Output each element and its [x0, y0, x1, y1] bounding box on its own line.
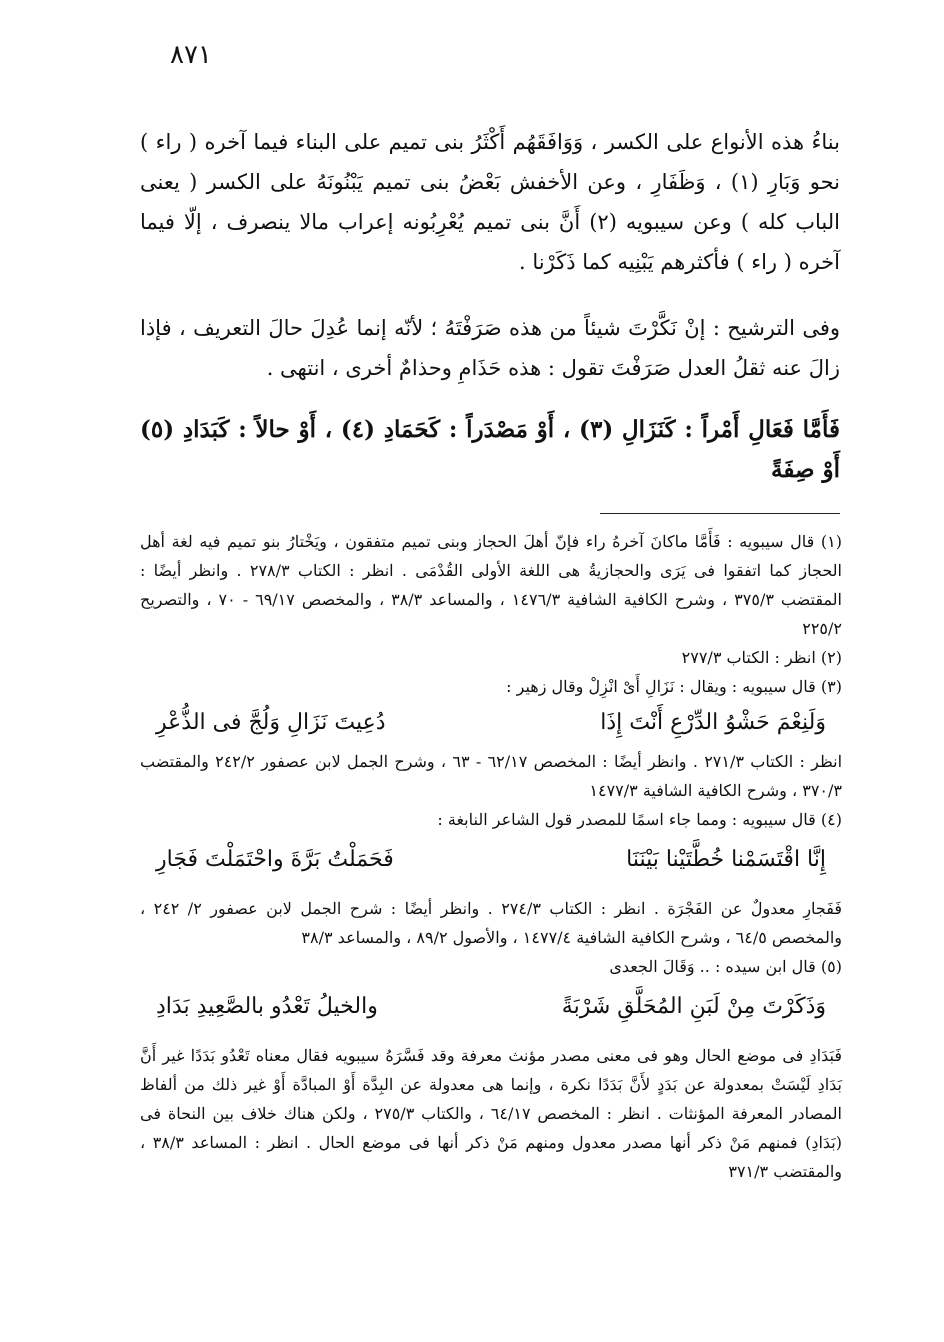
footnote-4-references: فَفَجارِ معدولٌ عن الفَجْرَة . انظر : الكتاب ٢٧٤/٣ . وانظر أيضًا : شرح الجمل لابن عصفور ٢/ ٢٤٢ ، والمخصص ٦٤/٥ ، وشرح الكافية الشافية ١٤٧٧/٤ ، والأصول ٨٩/٢ ، والمساعد ٣٨/٣ [140, 899, 843, 947]
paragraph-2: وفى الترشيح : إنْ نَكَّرْتَ شيئاً من هذه صَرَفْتَهُ ؛ لأنّه إنما عُدِلَ حالَ التعريف ، فإذا زالَ عنه ثقلُ العدل صَرَفْتَ تقول : هذه حَذَامِ وحذامٌ أخرى ، انتهى . [140, 316, 840, 380]
footnote-5-verse [156, 987, 826, 1027]
verse-second-hemistich: دُعِيتَ نَزَالِ وَلُجَّ فى الذُّعْرِ [156, 710, 386, 735]
footnote-4: (٤) قال سيبويه : ومما جاء اسمًا للمصدر قول الشاعر النابغة : [437, 810, 842, 829]
footnote-2: (٢) انظر : الكتاب ٢٧٧/٣ [681, 648, 842, 667]
verse-first-hemistich: وَلَنِعْمَ حَشْوُ الدِّرْعِ أَنْتَ إِذَا [600, 710, 826, 735]
footnote-3-references: انظر : الكتاب ٢٧١/٣ . وانظر أيضًا : المخصص ٦٢/١٧ - ٦٣ ، وشرح الجمل لابن عصفور ٢٤٢/٢ والمقتضب ٣٧٠/٣ ، وشرح الكافية الشافية ١٤٧٧/٣ [140, 752, 843, 800]
footnotes [140, 527, 842, 1186]
footnote-4-verse [156, 840, 826, 880]
page-number: ٨٧١ [170, 40, 212, 70]
footnote-divider [600, 513, 840, 514]
verse-second-hemistich: والخيلُ تَعْدُو بالصَّعِيدِ بَدَادِ [156, 994, 378, 1019]
footnote-5: (٥) قال ابن سيده : .. وَقَالَ الجعدى [609, 957, 842, 976]
paragraph-1: بناءُ هذه الأنواع على الكسر ، وَوَافَقَهُم أَكْثَرُ بنى تميم على البناء فيما آخره ( راء ) نحو وَبَارِ (١) ، وَظَفَارِ ، وعن الأخفش بَعْضُ بنى تميم يَبْنُونَهُ على الكسر ( يعنى الباب كله ) وعن سيبويه (٢) أَنَّ بنى تميم يُعْرِبُونه إعراب مالا ينصرف ، إلّا فيما آخره ( راء ) فأكثرهم يَبْنِيه كما ذَكَرْنا . [140, 130, 840, 274]
footnote-3: (٣) قال سيبويه : ويقال : نَزَالِ أَىْ انْزِلْ وقال زهير : [506, 677, 842, 696]
footnote-3-verse [156, 703, 826, 743]
verse-second-hemistich: فَحَمَلْتُ بَرَّةَ واحْتَمَلْتَ فَجَارِ [156, 847, 394, 872]
verse-first-hemistich: وَذَكَرْتَ مِنْ لَبَنِ المُحَلَّقِ شَرْبَةً [561, 994, 826, 1019]
main-text [140, 122, 840, 500]
footnote-5-references: فَبَدَادِ فى موضع الحال وهو فى معنى مصدر مؤنث معرفة وقد فَسَّرَهُ سيبويه فقال معناه تَعْدُو بَدَدًا غير أَنَّ بَدَادِ لَيْسَتْ بمعدولة عن بَدَدٍ لأَنَّ بَدَدًا نكرة ، وإنما هى معدولة عن البِدَّة أَوْ المبادَّة أَوْ غير ذلك من ألفاظ المصادر المعرفة المؤنثات . انظر : المخصص ٦٤/١٧ ، والكتاب ٢٧٥/٣ ، ولكن هناك خلاف بين النحاة فى (بَدَادِ) فمنهم مَنْ ذكر أنها مصدر معدول ومنهم مَنْ ذكر أنها فى موضع الحال . انظر : المساعد ٣٨/٣ ، والمقتضب ٣٧١/٣ [140, 1046, 843, 1181]
paragraph-3: فَأَمَّا فَعَالِ أَمْراً : كَنَزَالِ (٣) ، أَوْ مَصْدَراً : كَحَمَادِ (٤) ، أَوْ حالاً : كَبَدَادِ (٥) أَوْ صِفَةً [140, 416, 840, 483]
footnote-1: (١) قال سيبويه : فَأَمَّا ماكانَ آخرهُ راء فإنّ أهلَ الحجاز وبنى تميم متفقون ، ويَخْتارُ بنو تميم فيه لغة أهل الحجاز كما اتفقوا فى يَرَى والحجازيةُ هى اللغة الأولى القُدْمَى . انظر : الكتاب ٢٧٨/٣ . وانظر أيضًا : المقتضب ٣٧٥/٣ ، وشرح الكافية الشافية ١٤٧٦/٣ ، والمساعد ٣٨/٣ ، والمخصص ٦٩/١٧ - ٧٠ ، والتصريح ٢٢٥/٢ [140, 532, 843, 638]
verse-first-hemistich: إِنَّا اقْتَسَمْنا خُطَّتَيْنا بَيْنَنَا [626, 847, 826, 872]
